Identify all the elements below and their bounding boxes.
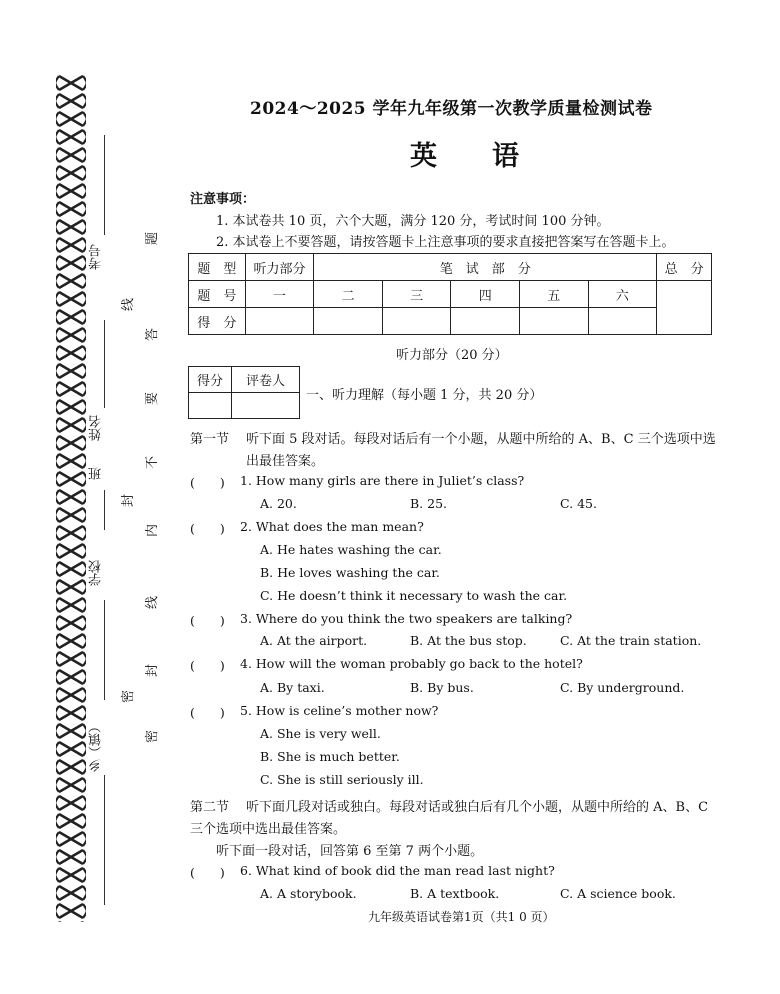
question-4-option-b: B. By bus. (410, 680, 474, 695)
question-6-option-a: A. A storybook. (260, 886, 357, 901)
question-2-paren[interactable]: ( ) (190, 521, 225, 536)
score-cell-6[interactable] (588, 308, 657, 335)
question-6-text: 6. What kind of book did the man read last night? (240, 863, 555, 878)
question-1-option-a: A. 20. (260, 496, 297, 511)
page-footer: 九年级英语试卷第1页（共1 0 页） (368, 910, 555, 924)
question-1-option-c: C. 45. (560, 496, 597, 511)
section1-instruction-line1: 听下面 5 段对话。每段对话后有一个小题，从题中所给的 A、B、C 三个选项中选 (246, 432, 716, 447)
question-4-text: 4. How will the woman probably go back to the hotel? (240, 656, 583, 671)
question-1-paren[interactable]: ( ) (190, 475, 225, 490)
question-6-paren[interactable]: ( ) (190, 865, 225, 880)
question-5-option-b: B. She is much better. (260, 749, 400, 764)
decorative-border (56, 74, 86, 922)
seal-char-nei: 内 (145, 523, 161, 538)
exam-title: 2024～2025 学年九年级第一次教学质量检测试卷 (250, 99, 653, 119)
score-cell-5[interactable] (520, 308, 589, 335)
grader-score-cell[interactable] (189, 393, 232, 419)
listening-part-header: 听力部分 (245, 254, 314, 281)
question-2-option-b: B. He loves washing the car. (260, 565, 440, 580)
seal-char-xian-left: 线 (121, 297, 137, 312)
exam-number-label: 考号 (89, 244, 104, 270)
seal-char-feng: 封 (145, 663, 161, 678)
seal-char-bu: 不 (145, 455, 161, 470)
question-3-option-c: C. At the train station. (560, 633, 702, 648)
seal-char-da: 答 (145, 327, 161, 342)
township-label: 乡（镇） (89, 720, 104, 772)
part-one-title: 一、听力理解（每小题 1 分，共 20 分） (306, 388, 543, 403)
question-3-option-a: A. At the airport. (260, 633, 368, 648)
seal-char-xian: 线 (145, 595, 161, 610)
score-table-row-label-number: 题 号 (189, 281, 246, 308)
question-3-paren[interactable]: ( ) (190, 613, 225, 628)
question-number-5: 五 (520, 281, 589, 308)
question-number-1: 一 (245, 281, 314, 308)
question-4-option-c: C. By underground. (560, 680, 685, 695)
score-cell-4[interactable] (451, 308, 520, 335)
question-5-option-c: C. She is still seriously ill. (260, 772, 424, 787)
section2-label: 第二节 (190, 800, 230, 815)
notice-heading: 注意事项： (190, 192, 256, 207)
section2-instruction-line2: 三个选项中选出最佳答案。 (190, 822, 347, 837)
question-4-paren[interactable]: ( ) (190, 658, 225, 673)
grader-name-header: 评卷人 (232, 367, 300, 393)
seal-char-mi: 密 (145, 729, 161, 744)
seal-char-feng-left: 封 (121, 493, 137, 508)
question-number-3: 三 (382, 281, 451, 308)
score-table-row-label-score: 得 分 (189, 308, 246, 335)
name-line[interactable] (104, 320, 105, 408)
school-line[interactable] (104, 600, 105, 700)
total-score-cell[interactable] (657, 281, 712, 335)
grader-score-header: 得分 (189, 367, 232, 393)
total-score-header: 总 分 (657, 254, 712, 281)
question-number-6: 六 (588, 281, 657, 308)
question-2-text: 2. What does the man mean? (240, 519, 424, 534)
question-5-paren[interactable]: ( ) (190, 705, 225, 720)
question-2-option-c: C. He doesn’t think it necessary to wash the car. (260, 588, 568, 603)
question-1-text: 1. How many girls are there in Juliet’s class? (240, 473, 525, 488)
grader-name-cell[interactable] (232, 393, 300, 419)
section2-instruction-line1: 听下面几段对话或独白。每段对话或独白后有几个小题，从题中所给的 A、B、C (246, 800, 709, 815)
question-4-option-a: A. By taxi. (260, 680, 325, 695)
notice-item-2: 2. 本试卷上不要答题，请按答题卡上注意事项的要求直接把答案写在答题卡上。 (216, 235, 675, 250)
section1-instruction-line2: 出最佳答案。 (246, 454, 325, 469)
grader-table (188, 366, 300, 419)
score-cell-1[interactable] (245, 308, 314, 335)
question-5-text: 5. How is celine’s mother now? (240, 703, 439, 718)
question-3-text: 3. Where do you think the two speakers are talking? (240, 611, 573, 626)
class-line[interactable] (104, 490, 105, 530)
score-table-row-label-type: 题 型 (189, 254, 246, 281)
exam-number-line[interactable] (104, 135, 105, 235)
question-3-option-b: B. At the bus stop. (410, 633, 527, 648)
township-line[interactable] (104, 775, 105, 905)
written-part-header: 笔 试 部 分 (314, 254, 657, 281)
name-label: 姓名 (89, 415, 104, 441)
question-6-option-c: C. A science book. (560, 886, 676, 901)
notice-item-1: 1. 本试卷共 10 页，六个大题，满分 120 分，考试时间 100 分钟。 (216, 214, 610, 229)
listening-heading: 听力部分（20 分） (396, 348, 508, 363)
subject-title: 英 语 (410, 141, 533, 172)
question-5-option-a: A. She is very well. (260, 726, 381, 741)
question-2-option-a: A. He hates washing the car. (260, 542, 442, 557)
section2-sub-instruction: 听下面一段对话，回答第 6 至第 7 两个小题。 (216, 844, 484, 859)
question-number-2: 二 (314, 281, 383, 308)
seal-char-yao: 要 (145, 391, 161, 406)
seal-char-mi-left: 密 (121, 689, 137, 704)
class-label: 班 (89, 467, 104, 480)
school-label: 学校 (89, 560, 104, 586)
score-cell-3[interactable] (382, 308, 451, 335)
question-1-option-b: B. 25. (410, 496, 448, 511)
question-6-option-b: B. A textbook. (410, 886, 500, 901)
question-number-4: 四 (451, 281, 520, 308)
seal-char-ti: 题 (145, 231, 161, 246)
section1-label: 第一节 (190, 432, 230, 447)
score-table (188, 253, 712, 335)
score-cell-2[interactable] (314, 308, 383, 335)
